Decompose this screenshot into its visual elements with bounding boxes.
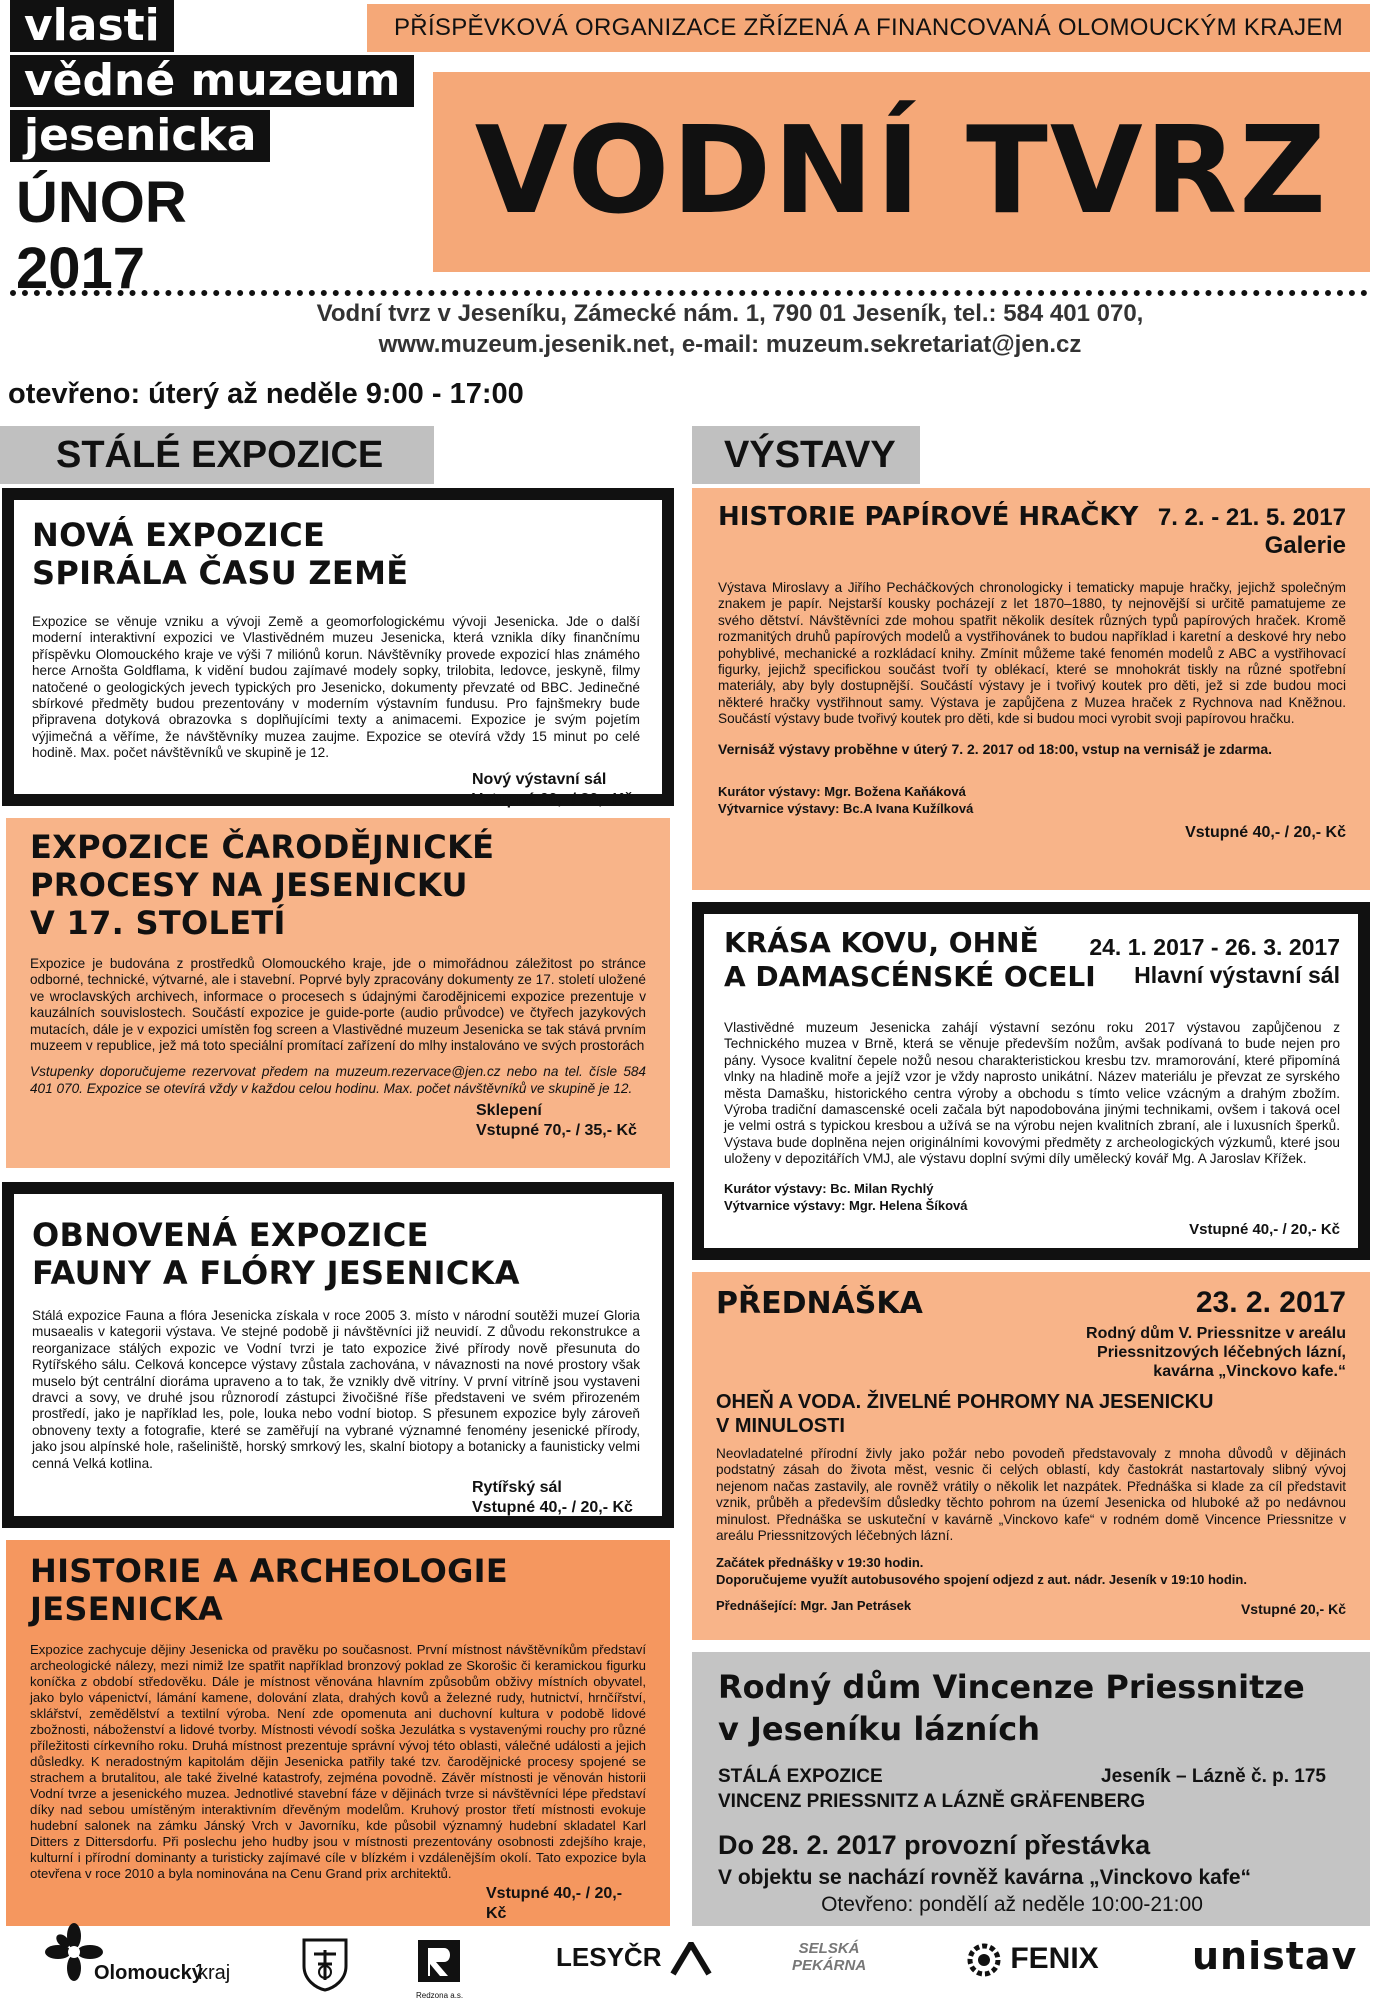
historie-title-1: HISTORIE A ARCHEOLOGIE xyxy=(30,1552,509,1590)
rodny-cafe: V objektu se nachází rovněž kavárna „Vinckovo kafe“ xyxy=(718,1866,1251,1889)
krasa-text: Vlastivědné muzeum Jesenicka zahájí výstavní sezónu roku 2017 výstavou zapůjčenou z Technického muzea v Brně, která se věnuje především nožům, avšak podívaná to bude nejen pro pány. Vysoce kvalitní čepele nožů nesou charakteristickou kresbu tzv. mramorování, které připomíná vlnky na hladině moře a jejíž vzor je vždy naprosto unikátní. Název materiálu je převzat ze syrského města Damašku, historického centra výroby a obchodu s tímto velice vzácným a drahým zbožím. Výroba tradiční damascenské oceli začala být napodobována jinými technikami, ovšem i taková ocel je velmi ostrá s typickou kresbou a užívá se na výrobu nejen kvalitních zbraní, ale i luxusních šperků. Výstava bude doplněna nejen originálními kovovými předměty z archeologických výzkumů, které jsou uloženy v depozitářích VMJ, ale výstavu doplní svými díly umělecký kovář Mg. A Jaroslav Křížek. xyxy=(724,1020,1340,1167)
exhibition-hracky xyxy=(692,488,1370,890)
lecture-prednaska xyxy=(692,1272,1370,1640)
spirala-title-2: SPIRÁLA ČASU ZEMĚ xyxy=(32,554,409,592)
rodny-line-2: VINCENZ PRIESSNITZ A LÁZNĚ GRÄFENBERG xyxy=(718,1791,1146,1812)
kraj-text: kraj xyxy=(198,1962,231,1984)
selska-pekarna-logo xyxy=(792,1940,866,1974)
prednaska-lecturer: Přednášející: Mgr. Jan Petrásek xyxy=(716,1598,912,1614)
prednaska-start: Začátek přednášky v 19:30 hodin. xyxy=(716,1555,924,1571)
lesy-text: LESY xyxy=(556,1942,624,1972)
redzona-logo xyxy=(416,1938,463,2000)
exhibit-carodej xyxy=(6,818,670,1168)
prednaska-place-1: Rodný dům V. Priessnitze v areálu xyxy=(1086,1325,1346,1342)
page-title: VODNÍ TVRZ xyxy=(433,72,1370,272)
section-heading-exhibitions: VÝSTAVY xyxy=(692,426,920,484)
carodej-text: Expozice je budována z prostředků Olomouckého kraje, jde o mimořádnou záležitost po stránce odborné, technické, výtvarné, ale i stavební. Poprvé byly zpracovány dokumenty ze 17. století uložené ve wroclavských archivech, informace o procesech s údajnými čarodějnicemi expozice prezentuje v kauzálních souvislostech. Součástí expozice je guide-porte (audio průvodce) ve čtyřech jazykových mutacích, dále je v expozici umístěn fog screen a Vlastivědné muzeum Jesenicka se tak stává prvním muzeem v republice, jež má toto speciální promítací zařízení do mlhy instalováno ve svých prostorách xyxy=(30,956,646,1054)
unistav-logo: unistav xyxy=(1192,1934,1358,1978)
fauna-price: Vstupné 40,- / 20,- Kč xyxy=(472,1499,633,1517)
fauna-title-2: FAUNY A FLÓRY JESENICKA xyxy=(32,1254,520,1292)
lesy-cr-logo xyxy=(556,1942,713,1976)
olomoucky-text: Olomoucký xyxy=(94,1962,203,1984)
redzona-icon xyxy=(416,1938,462,1984)
coat-of-arms-icon xyxy=(300,1936,350,1992)
fauna-title-1: OBNOVENÁ EXPOZICE xyxy=(32,1216,429,1254)
prednaska-place xyxy=(1086,1324,1346,1381)
carodej-title-3: V 17. STOLETÍ xyxy=(30,904,286,942)
krasa-curator: Kurátor výstavy: Bc. Milan Rychlý xyxy=(724,1180,934,1196)
carodej-title-1: EXPOZICE ČARODĚJNICKÉ xyxy=(30,828,495,866)
coat-of-arms-logo xyxy=(300,1936,350,1997)
rodny-hours: Otevřeno: pondělí až neděle 10:00-21:00 xyxy=(821,1893,1203,1916)
rodny-title-1: Rodný dům Vincenze Priessnitze xyxy=(718,1668,1305,1706)
redzona-text: Redzona a.s. xyxy=(416,1991,464,2000)
logo-line-1: vlasti xyxy=(10,0,174,52)
rodny-notice: Do 28. 2. 2017 provozní přestávka xyxy=(718,1830,1151,1860)
krasa-title-1: KRÁSA KOVU, OHNĚ xyxy=(724,926,1039,959)
hracky-place: Galerie xyxy=(1264,532,1346,559)
krasa-title-2: A DAMASCÉNSKÉ OCELI xyxy=(724,960,1096,993)
hracky-curator: Kurátor výstavy: Mgr. Božena Kaňáková xyxy=(718,783,966,799)
carodej-price: Vstupné 70,- / 35,- Kč xyxy=(476,1122,637,1140)
prednaska-subtitle-2: V MINULOSTI xyxy=(716,1415,845,1437)
opening-hours: otevřeno: úterý až neděle 9:00 - 17:00 xyxy=(8,378,524,410)
fenix-logo xyxy=(966,1942,1099,1978)
dotted-divider xyxy=(10,290,1368,296)
contact-line-1: Vodní tvrz v Jeseníku, Zámecké nám. 1, 790 01 Jeseník, tel.: 584 401 070, xyxy=(316,300,1144,327)
prednaska-title: PŘEDNÁŠKA xyxy=(716,1286,923,1321)
hracky-vernisaz: Vernisáž výstavy proběhne v úterý 7. 2. 2017 od 18:00, vstup na vernisáž je zdarma. xyxy=(718,740,1273,757)
hracky-text: Výstava Miroslavy a Jiřího Pecháčkových chronologicky i tematicky mapuje hračky, jejichž společným znakem je papír. Nejstarší kousky pocházejí z let 1870–1880, ty nejnovější si určitě pamatujeme ze svého dětství. Návštěvníci zde mohou spatřit několik desítek různých typů papírových hraček. Kromě rozmanitých druhů papírových modelů a vystřihovánek to budou například i karetní a deskové hry nebo pohyblivé, mechanické a rozkládací knihy. Zmínit můžeme také fenomén modelů z ABC a vystřihovací figurky, jejichž specifickou součást tvoří ty oblékací, které se mnohokrát tiskly na různé spotřební materiály, aby byly dostupnější. Součástí výstavy je i tvořivý koutek pro děti, jež si zde budou moci některé hračky vystřihnout samy. Výstava je zapůjčena z Muzea hraček z Rychnova nad Kněžnou. Součástí výstavy bude tvořivý koutek pro děti, kde si budou moci vyrobit svoji papírovou hračku. xyxy=(718,580,1346,727)
carodej-title-2: PROCESY NA JESENICKU xyxy=(30,866,468,904)
carodej-place: Sklepení xyxy=(476,1102,542,1120)
prednaska-text: Neovladatelné přírodní živly jako požár nebo povodeň představovaly z mnoha důvodů v dějinách podstatný zásah do života měst, vesnic či celých oblastí, kdy častokrát nastartovaly slibný vývoj nejenom načas zastavily, ale rovněž vrátily o několik let nazpátek. Přednáška si klade za cíl představit vznik, průběh a především důsledky těchto pohrom na území Jesenicka od hluboké až po nedávnou minulost. Přednáška se uskuteční v kavárně „Vinckovo kafe“ v rodném domě Vincence Priessnitze v areálu Priessnitzových léčebných lázní. xyxy=(716,1446,1346,1544)
pekarna-text: PEKÁRNA xyxy=(792,1957,867,1974)
krasa-title-block xyxy=(724,926,1096,994)
rodny-title-2: v Jeseníku lázních xyxy=(718,1710,1040,1748)
section-heading-permanent: STÁLÉ EXPOZICE xyxy=(0,426,434,484)
krasa-place: Hlavní výstavní sál xyxy=(1134,962,1340,988)
hracky-title: HISTORIE PAPÍROVÉ HRAČKY xyxy=(718,502,1139,532)
year-label: 2017 xyxy=(16,236,146,301)
rodny-line-1: STÁLÁ EXPOZICE xyxy=(718,1766,883,1787)
spirala-price: Vstupné 60,- / 30,- Kč xyxy=(472,790,633,808)
exhibit-spirala xyxy=(2,488,674,806)
month-label: ÚNOR xyxy=(16,170,187,235)
organization-band: PŘÍSPĚVKOVÁ ORGANIZACE ZŘÍZENÁ A FINANCOVANÁ OLOMOUCKÝM KRAJEM xyxy=(367,4,1370,52)
exhibit-historie xyxy=(6,1540,670,1926)
prednaska-subtitle-1: OHEŇ A VODA. ŽIVELNÉ POHROMY NA JESENICKU xyxy=(716,1391,1214,1413)
fauna-place: Rytířský sál xyxy=(472,1479,562,1497)
krasa-designer: Výtvarnice výstavy: Mgr. Helena Šíková xyxy=(724,1197,968,1213)
selska-text: SELSKÁ xyxy=(798,1940,860,1957)
hracky-price: Vstupné 40,- / 20,- Kč xyxy=(1185,823,1346,841)
prednaska-price: Vstupné 20,- Kč xyxy=(1240,1601,1346,1618)
krasa-price: Vstupné 40,- / 20,- Kč xyxy=(1189,1220,1340,1238)
krasa-dates: 24. 1. 2017 - 26. 3. 2017 xyxy=(1089,934,1340,960)
olomoucky-kraj-logo xyxy=(44,1922,231,1987)
tree-icon xyxy=(669,1942,713,1976)
spirala-title-1: NOVÁ EXPOZICE xyxy=(32,516,326,554)
fauna-text: Stálá expozice Fauna a flóra Jesenicka získala v roce 2005 3. místo v národní soutěži muzeí Gloria musaealis v kategorii výstava. Ve stejné podobě ji návštěvníci již neuvidí. Z důvodu rekonstrukce a reorganizace stálých expozic ve Vodní tvrzi je tato expozice živé přírody nově přesunuta do Rytířského sálu. Celková koncepce výstavy zůstala zachována, v návaznosti na nové prostory však muselo být centrální dioráma upraveno a to tak, že vznikly dvě vitríny. V první vitríně jsou vystaveni dravci a sovy, ve druhé jsou různorodí zástupci živočišné říše představeni ve svém přirozeném prostředí, jako je například les, pole, louka nebo vodní biotop. S přesunem expozice byly zároveň obnoveny texty a fotografie, které se zaměřují na vybrané významné fenomény jesenické přírody, jako jsou alpínské hole, rašeliniště, horský smrkový les, skalní biotopy a botanicky a faunisticky velmi cenná Velká kotlina. xyxy=(32,1308,640,1471)
carodej-note: Vstupenky doporučujeme rezervovat předem na muzeum.rezervace@jen.cz nebo na tel. čísle 584 401 070. Expozice se otevírá vždy v každou celou hodinu. Max. počet návštěvníků ve skupině je 12. xyxy=(30,1064,646,1096)
logo-line-2: vědné muzeum xyxy=(10,55,414,107)
historie-price: Vstupné 40,- / 20,- Kč xyxy=(486,1885,623,1922)
prednaska-place-2: Priessnitzových léčebných lázní, xyxy=(1097,1344,1346,1361)
rodny-address: Jeseník – Lázně č. p. 175 xyxy=(1101,1766,1326,1787)
fenix-text: FENIX xyxy=(1010,1942,1099,1975)
exhibit-fauna xyxy=(2,1182,674,1528)
contact-line-2: www.muzeum.jesenik.net, e-mail: muzeum.sekretariat@jen.cz xyxy=(378,331,1082,358)
historie-text: Expozice zachycuje dějiny Jesenicka od pravěku po současnost. První místnost návštěvníkům představí archeologické nálezy, mezi nimiž lze spatřit například bronzový poklad ze Skorošic či keramickou figurku koníčka z období středověku. Dále je místnost věnována hlavním způsobům obživy místních obyvatel, jako bylo vápenictví, lámání kamene, dolování zlata, drahých kovů a železné rudy, hutnictví, hrnčířství, sklářství, zemědělství a textilní výroba. Není zde opomenuta ani duchovní kultura v podobě lidové zbožnosti, náboženství a lidové tvorby. Místnosti vévodí soška Jezulátka s vystavenými rouchy pro různé příležitosti církevního roku. Druhá místnost prezentuje správní vývoj této oblasti, válečné události a jejich důsledky. K neradostným kapitolám dějin Jesenicka patřily také tzv. čarodějnické procesy spojené se strachem a brutalitou, ale také živelné katastrofy, zejména povodně. Závěr místnosti je věnován historii Vodní tvrze a jesenického muzea. Jednotlivé stavební fáze v dějinách tvrze si návštěvníci lépe představí díky nad sebou umístěným interaktivním dřevěným modelům. Kruhový prostor třetí místnosti evokuje hudební salonek na zámku Jánský Vrch v Javorníku, kde působil významný hudební skladatel Karl Ditters z Dittersdorfu. Při poslechu jeho hudby jsou v místnosti prezentovány osobnosti zdejšího kraje, kulturní i přírodní dominanty a turisticky zajímavé cíle v blízkém i vzdálenějším okolí. Tato expozice byla otevřena v roce 2010 a byla nominována na Cenu Grand prix architektů. xyxy=(30,1642,646,1881)
hracky-designer: Výtvarnice výstavy: Bc.A Ivana Kužílková xyxy=(718,800,974,816)
spirala-text: Expozice se věnuje vzniku a vývoji Země a geomorfologickému vývoji Jesenicka. Jde o další moderní interaktivní expozici ve Vlastivědném muzeu Jesenicka, která vznikla díky finančnímu příspěvku Olomouckého kraje ve výši 7 miliónů korun. Návštěvníky provede expozicí hlas známého herce Arnošta Goldflama, k vidění budou zajímavé modely sopky, trilobita, ledovce, jeskyně, filmy natočené o geologických jevech typických pro Jesenicko, dokumenty převzaté od BBC. Jedinečné sbírkové předměty budou prezentovány v moderním výstavním fundusu. Pro fajnšmekry bude připravena dotyková obrazovka s doplňujícími texty a animacemi. Expozice je svým pojetím výjimečná a věříme, že návštěvníky muzea zaujme. Expozice se otevírá vždy 15 minut po celé hodině. Max. počet návštěvníků ve skupině je 12. xyxy=(32,614,640,761)
lesy-cr-text: ČR xyxy=(623,1942,662,1972)
historie-title-2: JESENICKA xyxy=(30,1590,224,1628)
prednaska-bus: Doporučujeme využít autobusového spojení odjezd z aut. nádr. Jeseník v 19:10 hodin. xyxy=(716,1572,1247,1588)
hracky-dates: 7. 2. - 21. 5. 2017 xyxy=(1157,504,1346,531)
spirala-place: Nový výstavní sál xyxy=(472,770,607,788)
logo-line-3: jesenicka xyxy=(10,110,270,162)
prednaska-place-3: kavárna „Vinckovo kafe.“ xyxy=(1153,1363,1346,1380)
rodny-dum-section xyxy=(692,1652,1370,1926)
prednaska-date: 23. 2. 2017 xyxy=(1195,1286,1346,1319)
exhibition-krasa xyxy=(692,902,1370,1260)
contact-info xyxy=(230,298,1230,360)
gear-icon xyxy=(966,1942,1002,1978)
